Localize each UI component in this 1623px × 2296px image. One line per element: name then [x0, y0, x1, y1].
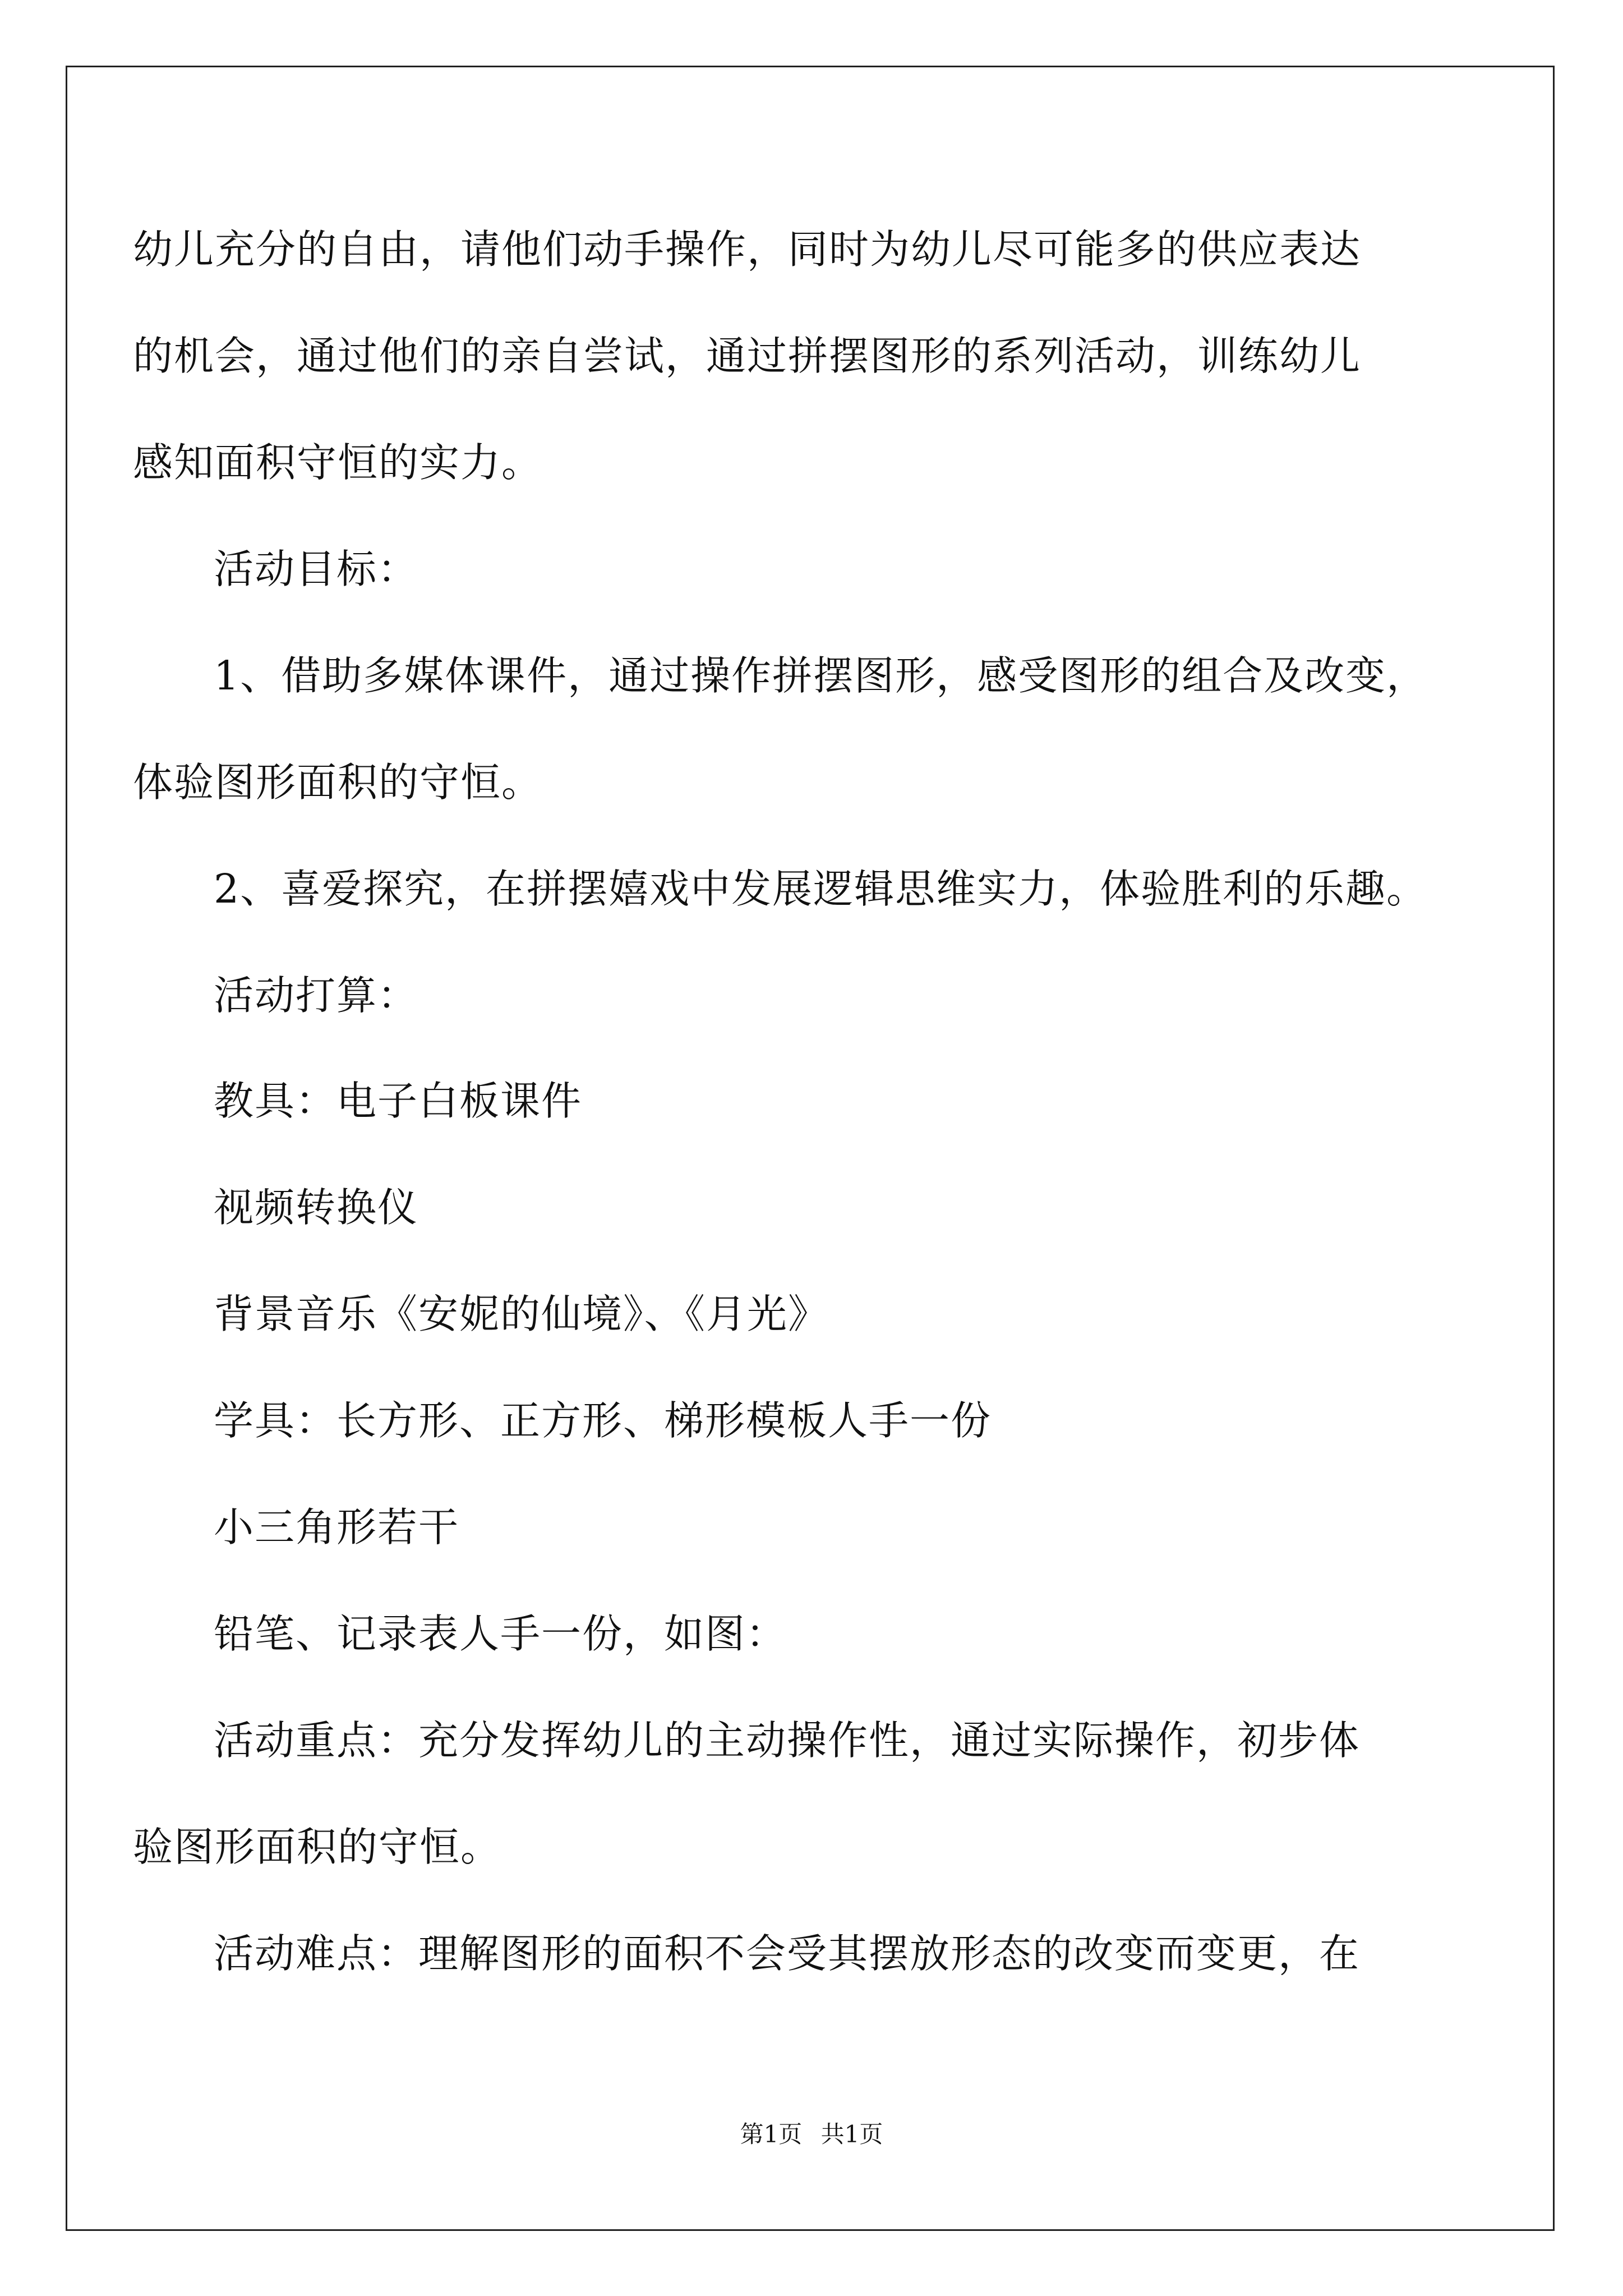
- text-line: 感知面积守恒的实力。: [133, 439, 543, 486]
- text-line: 视频转换仪: [214, 1184, 419, 1231]
- text-line: 小三角形若干: [214, 1504, 460, 1550]
- text-line: 教具：电子白板课件: [214, 1078, 583, 1124]
- text-line: 1、借助多媒体课件，通过操作拼摆图形，感受图形的组合及改变，: [214, 652, 1428, 699]
- page-footer: [0, 2116, 1623, 2150]
- page-border: [66, 66, 1555, 2231]
- page-number: 第1页: [740, 2120, 803, 2148]
- text-line: 验图形面积的守恒。: [133, 1824, 502, 1870]
- text-line: 2、喜爱探究，在拼摆嬉戏中发展逻辑思维实力，体验胜利的乐趣。: [214, 866, 1428, 912]
- text-line: 背景音乐《安妮的仙境》、《月光》: [214, 1291, 829, 1337]
- section-heading: 活动目标：: [214, 546, 419, 592]
- section-heading: 活动打算：: [214, 972, 419, 1019]
- text-line: 学具：长方形、正方形、梯形模板人手一份: [214, 1397, 992, 1444]
- text-line: 体验图形面积的守恒。: [133, 759, 543, 806]
- text-line: 幼儿充分的自由，请他们动手操作，同时为幼儿尽可能多的供应表达: [133, 226, 1362, 273]
- text-line: 的机会，通过他们的亲自尝试，通过拼摆图形的系列活动，训练幼儿: [133, 333, 1362, 379]
- text-line: 活动难点：理解图形的面积不会受其摆放形态的改变而变更，在: [214, 1930, 1361, 1977]
- page-total: 共1页: [820, 2120, 883, 2148]
- text-line: 活动重点：充分发挥幼儿的主动操作性，通过实际操作，初步体: [214, 1717, 1361, 1764]
- text-line: 铅笔、记录表人手一份，如图：: [214, 1611, 787, 1657]
